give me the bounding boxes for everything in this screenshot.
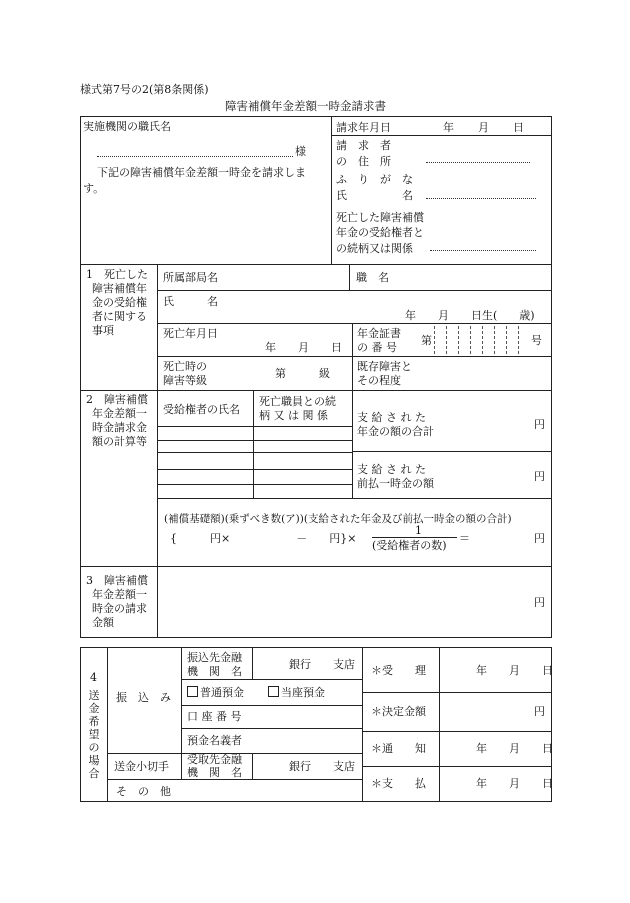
sec4-label: 送金希望の場合	[88, 689, 100, 780]
recv-inst-label: 受取先金融	[187, 753, 242, 766]
sec3-yen: 円	[534, 596, 545, 609]
checkbox-icon[interactable]	[268, 686, 279, 697]
received-label: ＊受 理	[371, 664, 426, 677]
position-label: 職 名	[356, 271, 389, 284]
deceased-name-label: 氏 名	[163, 295, 218, 308]
death-date-label: 死亡年月日	[163, 327, 218, 340]
paid-label: ＊支 払	[371, 777, 426, 790]
checkbox-icon[interactable]	[187, 686, 198, 697]
relation-label: 死亡した障害補償	[336, 211, 424, 224]
furigana-label: ふ り が な	[336, 173, 413, 186]
bank-branch: 銀行 支店	[289, 658, 355, 671]
grade-label: 死亡時の	[163, 360, 207, 373]
formula-expression: { 円× － 円}×	[170, 532, 357, 545]
formula-caption: (補償基礎額)(乗ずべき数(ア))(支給された年金及び前払一時金の額の合計)	[164, 513, 512, 525]
grade-value: 第 級	[275, 367, 330, 380]
existing-label: 既存障害と	[357, 360, 412, 373]
claimant-label: 請 求 者	[336, 139, 391, 152]
sec1-heading: 1 死亡した	[86, 268, 148, 281]
transfer-label: 振 込 み	[116, 691, 171, 704]
name-label: 氏 名	[336, 189, 413, 202]
agency-label: 実施機関の職氏名	[83, 120, 171, 133]
request-date-label: 請求年月日	[336, 121, 391, 134]
sama-label: 様	[295, 145, 306, 158]
death-date-ymd: 年 月 日	[265, 341, 342, 354]
request-text-2: す。	[83, 182, 105, 195]
form-number: 様式第7号の2(第8条関係)	[80, 83, 209, 96]
bank-branch-2: 銀行 支店	[289, 760, 355, 773]
paid-total-label: 支 給 さ れ た	[357, 411, 426, 424]
paid-lump-label: 支 給 さ れ た	[357, 463, 426, 476]
current-deposit-option[interactable]: 当座預金	[268, 686, 325, 699]
agency-line[interactable]	[97, 156, 293, 157]
check-label: 送金小切手	[114, 760, 169, 773]
name-line[interactable]	[426, 198, 536, 199]
birth-date: 年 月 日生( 歳)	[405, 309, 535, 322]
notified-label: ＊通 知	[371, 742, 426, 755]
account-number-label: 口 座 番 号	[187, 710, 242, 723]
decided-amount-label: ＊決定金額	[371, 705, 426, 718]
page-title: 障害補償年金差額一時金請求書	[225, 99, 386, 113]
dept-label: 所属部局名	[163, 271, 218, 284]
request-text: 下記の障害補償年金差額一時金を請求しま	[97, 166, 306, 179]
relation-line[interactable]	[430, 250, 536, 251]
sec3-heading: 3 障害補償	[86, 574, 148, 587]
relation-header: 死亡職員との続	[259, 395, 336, 408]
cert-label: 年金証書	[357, 327, 401, 340]
transfer-inst-label: 振込先金融	[187, 651, 242, 664]
other-label: そ の 他	[116, 785, 171, 798]
ordinary-deposit-option[interactable]: 普通預金	[187, 686, 244, 699]
account-holder-label: 預金名義者	[187, 734, 242, 747]
recipient-name-header: 受給権者の氏名	[163, 403, 240, 416]
sec4-number: 4	[90, 671, 97, 684]
sec2-heading: 2 障害補償	[86, 393, 148, 406]
address-line[interactable]	[426, 162, 530, 163]
